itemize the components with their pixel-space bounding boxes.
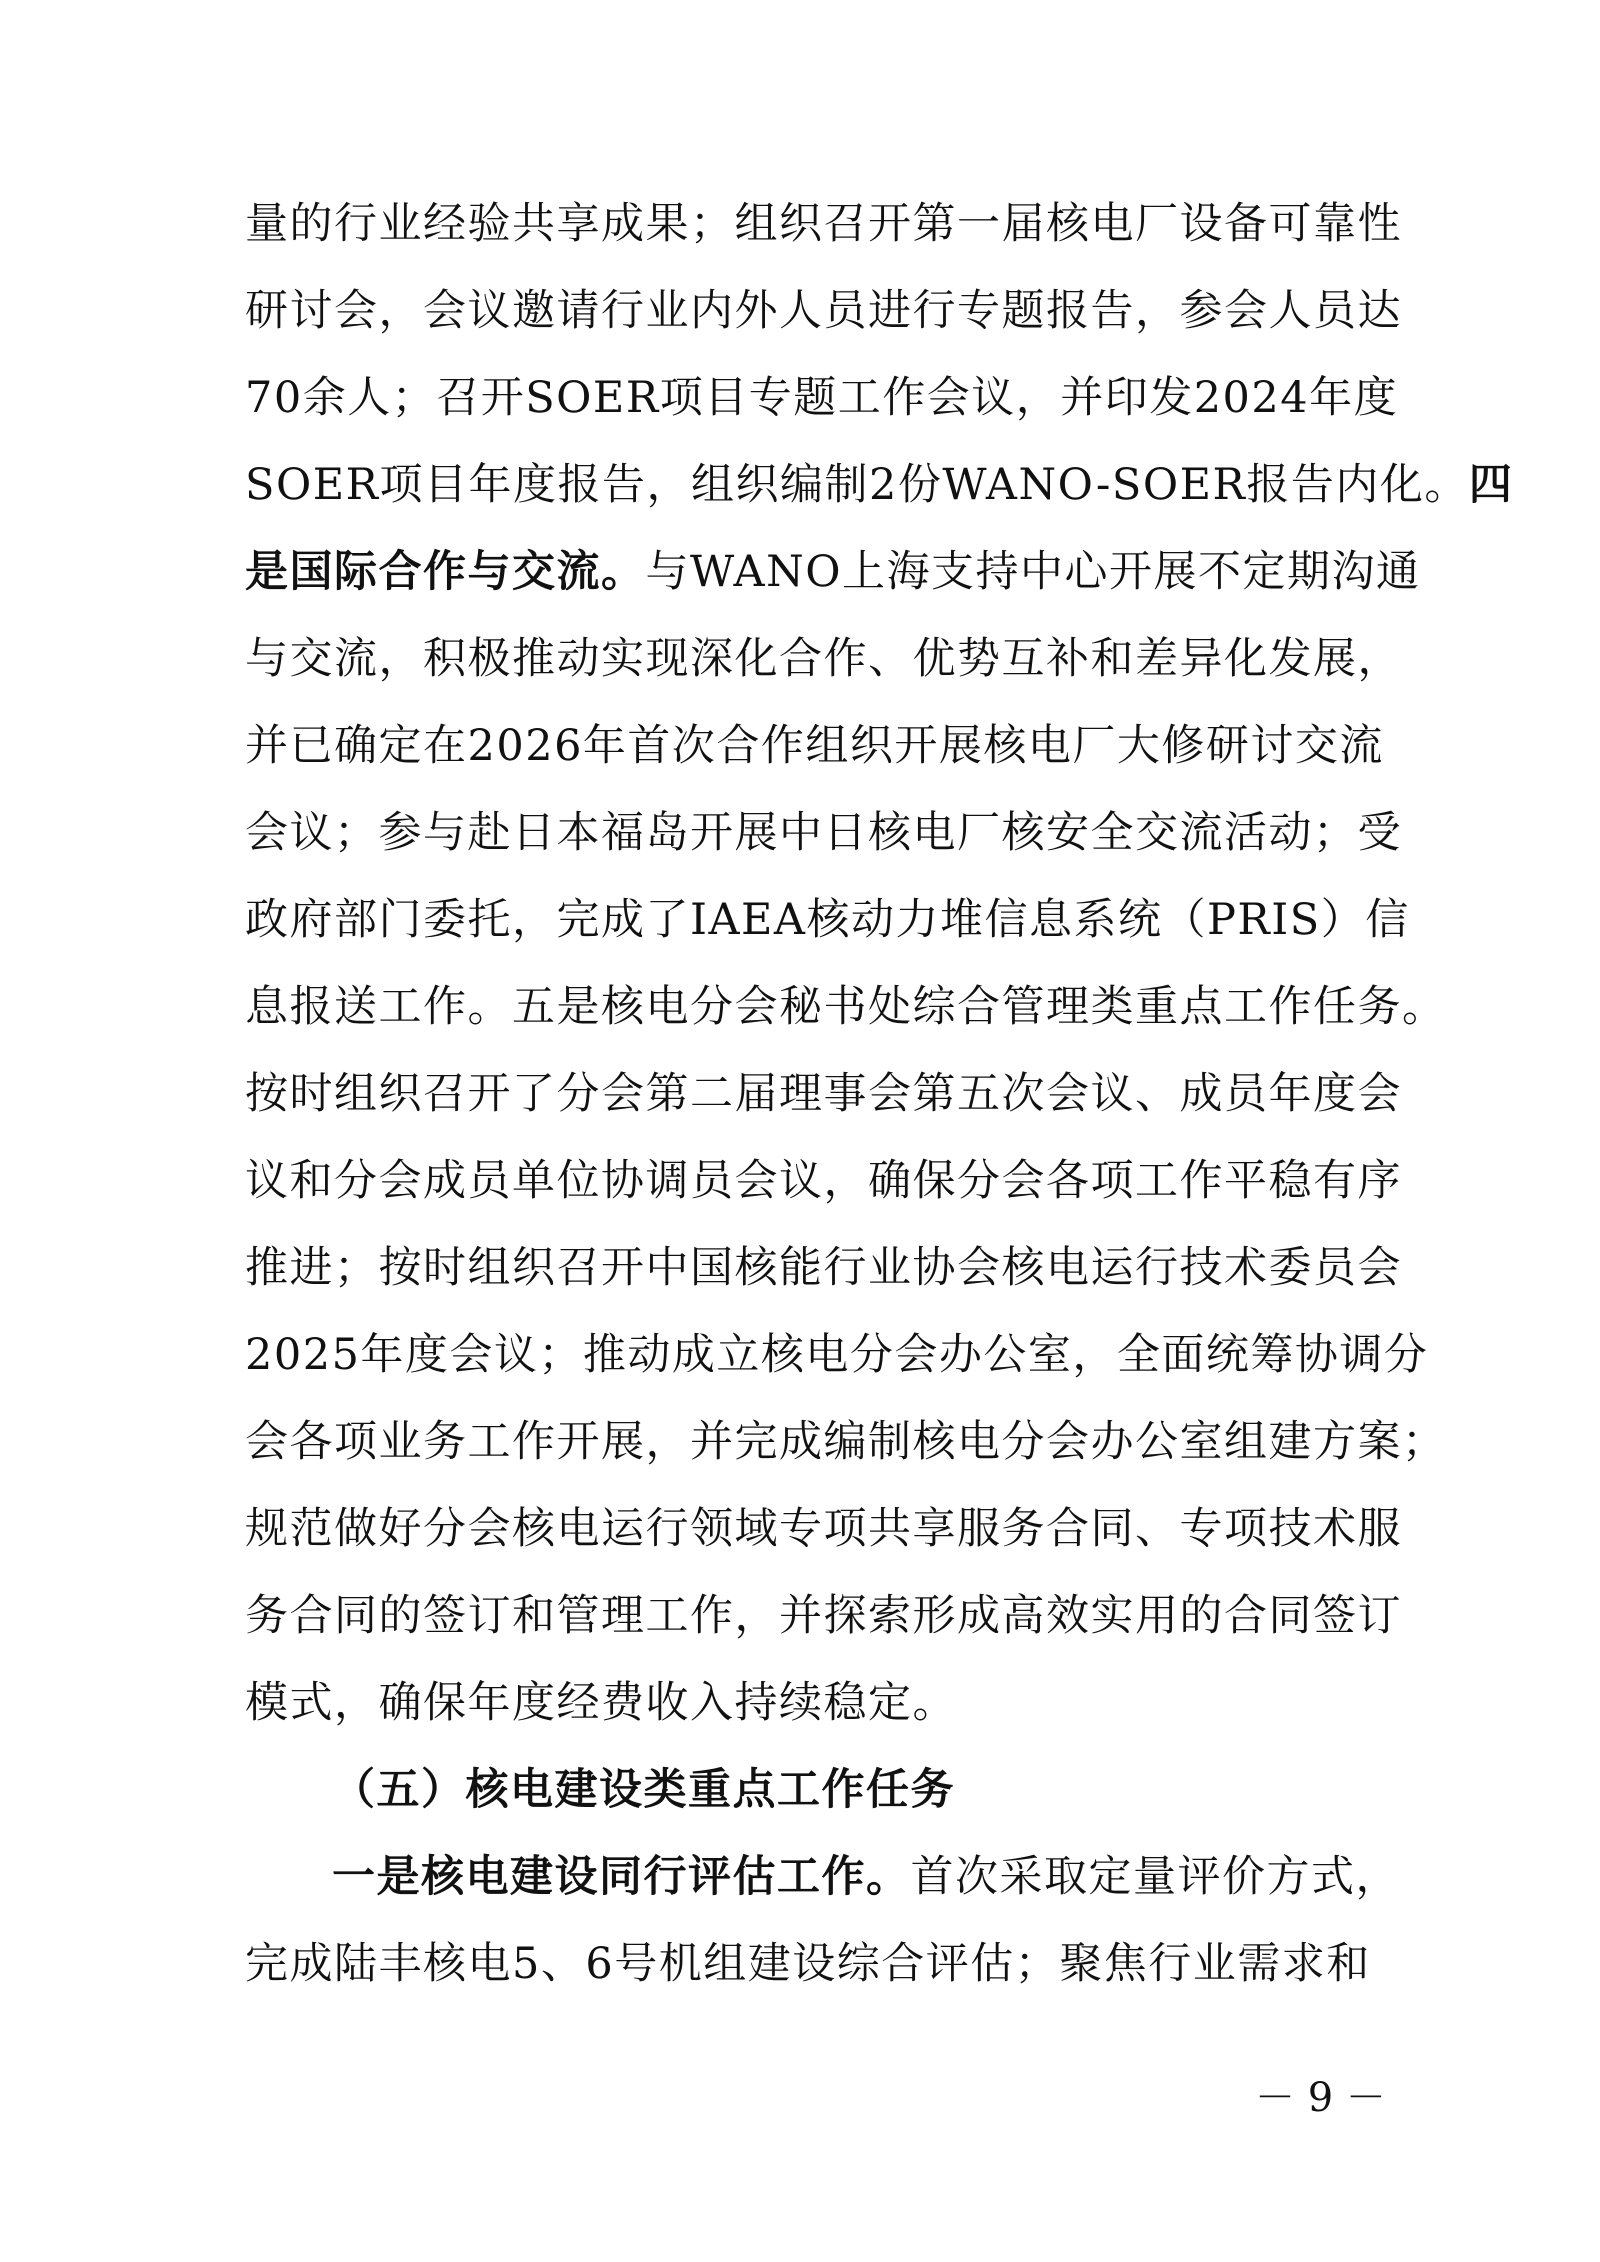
line-text: 按时组织召开了分会第二届理事会第五次会议、成员年度会 [245, 1069, 1402, 1119]
text-line [245, 1398, 1447, 1486]
line-text: SOER项目年度报告，组织编制2份WANO-SOER报告内化。 [245, 460, 1469, 510]
text-line [245, 963, 1447, 1051]
line-text: 完成陆丰核电5、6号机组建设综合评估；聚焦行业需求和 [245, 1939, 1371, 1989]
text-line [245, 702, 1384, 790]
line-text: 推进；按时组织召开中国核能行业协会核电运行技术委员会 [245, 1243, 1402, 1293]
line-text: 首次采取定量评价方式， [910, 1852, 1400, 1902]
text-line [245, 354, 1399, 442]
text-line [245, 267, 1402, 355]
line-text: 会各项业务工作开展，并完成编制核电分会办公室组建方案； [245, 1417, 1447, 1467]
text-line [245, 1485, 1402, 1573]
text-line [332, 1833, 1400, 1921]
line-bold-text: 一是核电建设同行评估工作。 [332, 1852, 911, 1902]
text-line [245, 1311, 1429, 1399]
text-line [245, 180, 1402, 268]
line-text: 会议；参与赴日本福岛开展中日核电厂核安全交流活动；受 [245, 808, 1402, 858]
page-number: － 9 － [1255, 2075, 1386, 2121]
line-text: 模式，确保年度经费收入持续稳定。 [245, 1678, 957, 1728]
text-line [245, 1224, 1402, 1312]
line-text: 务合同的签订和管理工作，并探索形成高效实用的合同签订 [245, 1591, 1402, 1641]
line-text: 政府部门委托，完成了IAEA核动力堆信息系统（PRIS）信 [245, 895, 1410, 945]
line-text: 规范做好分会核电运行领域专项共享服务合同、专项技术服 [245, 1504, 1402, 1554]
line-text: 议和分会成员单位协调员会议，确保分会各项工作平稳有序 [245, 1156, 1402, 1206]
line-text: 2025年度会议；推动成立核电分会办公室，全面统筹协调分 [245, 1330, 1429, 1380]
line-text: 与交流，积极推动实现深化合作、优势互补和差异化发展， [245, 634, 1402, 684]
text-line [245, 789, 1402, 877]
line-text: 研讨会，会议邀请行业内外人员进行专题报告，参会人员达 [245, 286, 1402, 336]
line-text: 量的行业经验共享成果；组织召开第一届核电厂设备可靠性 [245, 199, 1402, 249]
line-text: 息报送工作。五是核电分会秘书处综合管理类重点工作任务。 [245, 982, 1447, 1032]
text-line [245, 1137, 1402, 1225]
section-heading-text: （五）核电建设类重点工作任务 [332, 1765, 955, 1815]
line-text: 70余人；召开SOER项目专题工作会议，并印发2024年度 [245, 373, 1399, 423]
text-line [245, 876, 1410, 964]
text-line [245, 615, 1402, 703]
text-line [245, 1050, 1402, 1138]
text-line [245, 441, 1514, 529]
text-line [245, 1659, 1375, 1747]
line-bold-text: 是国际合作与交流。 [245, 547, 646, 597]
text-line [245, 1572, 1402, 1660]
line-bold-text: 四 [1468, 460, 1514, 510]
line-text: 并已确定在2026年首次合作组织开展核电厂大修研讨交流 [245, 721, 1384, 771]
line-text: 与WANO上海支持中心开展不定期沟通 [645, 547, 1421, 597]
section-heading [332, 1746, 1375, 1834]
text-line [245, 528, 1421, 616]
text-line [245, 1920, 1375, 2008]
